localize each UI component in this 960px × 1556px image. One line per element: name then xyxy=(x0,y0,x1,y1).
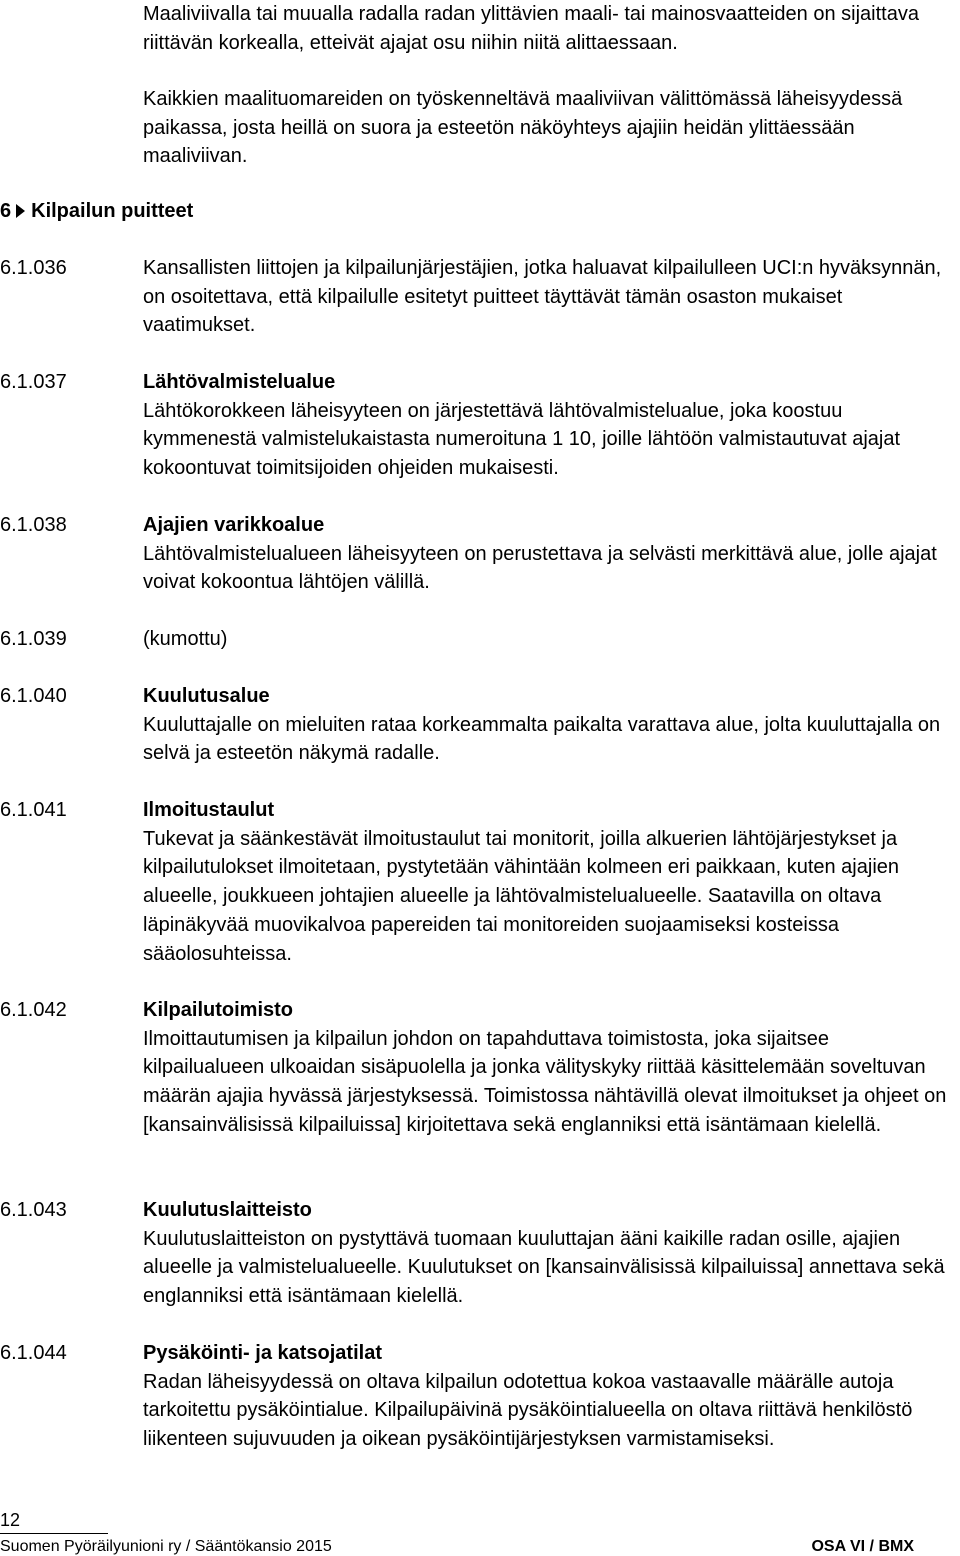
rule-text: Kuulutuslaitteiston on pystyttävä tuomaan kuuluttajan ääni kaikille radan osille, ajajien alueelle ja valmistelualueelle. Kuulutukset on [kansainvälisissä kilpailuissa] annettava sekä englanniksi että isäntämaan kielellä. xyxy=(143,1227,945,1308)
rule-body xyxy=(143,368,955,483)
rule-body xyxy=(143,625,955,654)
rule-number: 6.1.041 xyxy=(0,799,67,821)
rule-text: Lähtökorokkeen läheisyyteen on järjestettävä lähtövalmistelualue, joka koostuu kymmenestä valmistelukaistasta numeroituna 1 10, joille lähtöön valmistautuvat ajajat kokoontuvat toimitsijoiden ohjeiden mukaisesti. xyxy=(143,399,901,480)
rule-number: 6.1.036 xyxy=(0,257,67,279)
section-title: Kilpailun puitteet xyxy=(31,200,194,222)
rule-body xyxy=(143,796,955,968)
rule-title: Pysäköinti- ja katsojatilat xyxy=(143,1342,382,1364)
rule-body xyxy=(143,996,955,1140)
rule-text: Tukevat ja säänkestävät ilmoitustaulut tai monitorit, joilla alkuerien lähtöjärjestykset ja kilpailutulokset ilmoitetaan, pystytetään vähintään kolmeen eri paikkaan, kuten ajajien alueelle, joukkueen johtajien alueelle ja lähtövalmistelualueelle. Saatavilla on oltava läpinäkyvää muovikalvoa papereiden tai monitoreiden suojaamiseksi kosteissa sääolosuhteissa. xyxy=(143,827,900,965)
intro-paragraph-1: Maaliviivalla tai muualla radalla radan ylittävien maali- tai mainosvaatteiden on sijaittava riittävän korkealla, etteivät ajajat osu niihin niitä alittaessaan. xyxy=(143,3,919,54)
rule-number: 6.1.039 xyxy=(0,628,67,650)
rule-title: Ajajien varikkoalue xyxy=(143,514,325,536)
section-heading xyxy=(0,197,193,226)
rule-body xyxy=(143,1339,955,1454)
rule-number: 6.1.037 xyxy=(0,371,67,393)
rule-number: 6.1.043 xyxy=(0,1199,67,1221)
rule-title: Kuulutusalue xyxy=(143,685,270,707)
rule-text: (kumottu) xyxy=(143,628,228,650)
triangle-bullet-icon xyxy=(16,204,25,218)
rule-title: Kuulutuslaitteisto xyxy=(143,1199,312,1221)
page-number: 12 xyxy=(0,1510,21,1530)
rule-title: Lähtövalmistelualue xyxy=(143,371,336,393)
rule-number: 6.1.040 xyxy=(0,685,67,707)
rule-text: Kansallisten liittojen ja kilpailunjärjestäjien, jotka haluavat kilpailulleen UCI:n hyväksynnän, on osoitettava, että kilpailulle esitetyt puitteet täyttävät tämän osaston mukaiset vaatimukset. xyxy=(143,257,942,337)
footer-section-label: OSA VI / BMX xyxy=(811,1538,914,1555)
rule-text: Radan läheisyydessä on oltava kilpailun odotettua kokoa vastaavalle määrälle autoja tarkoitettu pysäköintialue. Kilpailupäivinä pysäköintialueella on oltava riittävä henkilöstö liikenteen sujuvuuden ja oikean pysäköintijärjestyksen varmistamiseksi. xyxy=(143,1370,913,1451)
rule-number: 6.1.038 xyxy=(0,514,67,536)
footer-divider xyxy=(0,1533,108,1534)
intro-paragraph-2: Kaikkien maalituomareiden on työskenneltävä maaliviivan välittömässä läheisyydessä paikassa, josta heillä on suora ja esteetön näköyhteys ajajiin heidän ylittäessään maaliviivan. xyxy=(143,88,903,168)
rule-number: 6.1.042 xyxy=(0,999,67,1021)
footer-publisher: Suomen Pyöräilyunioni ry / Sääntökansio 2015 xyxy=(0,1538,332,1555)
rule-title: Ilmoitustaulut xyxy=(143,799,275,821)
rule-body xyxy=(143,682,955,768)
rule-text: Ilmoittautumisen ja kilpailun johdon on tapahduttava toimistosta, joka sijaitsee kilpailualueen ulkoaidan sisäpuolella ja jonka välityskyky riittää käsittelemään soveltuvan määrän ajajia hyvässä järjestyksessä. Toimistossa nähtävillä olevat ilmoitukset ja ohjeet on [kansainvälisissä kilpailuissa] kirjoitettava sekä englanniksi että isäntämaan kielellä. xyxy=(143,1027,947,1136)
rule-body xyxy=(143,254,955,340)
section-number: 6 xyxy=(0,200,12,222)
rule-title: Kilpailutoimisto xyxy=(143,999,293,1021)
rule-body xyxy=(143,511,955,597)
rule-text: Kuuluttajalle on mieluiten rataa korkeammalta paikalta varattava alue, jolta kuuluttajalla on selvä ja esteetön näkymä radalle. xyxy=(143,713,941,765)
rule-body xyxy=(143,1196,955,1311)
rule-text: Lähtövalmistelualueen läheisyyteen on perustettava ja selvästi merkittävä alue, jolle ajajat voivat kokoontua lähtöjen välillä. xyxy=(143,542,937,594)
rule-number: 6.1.044 xyxy=(0,1342,67,1364)
